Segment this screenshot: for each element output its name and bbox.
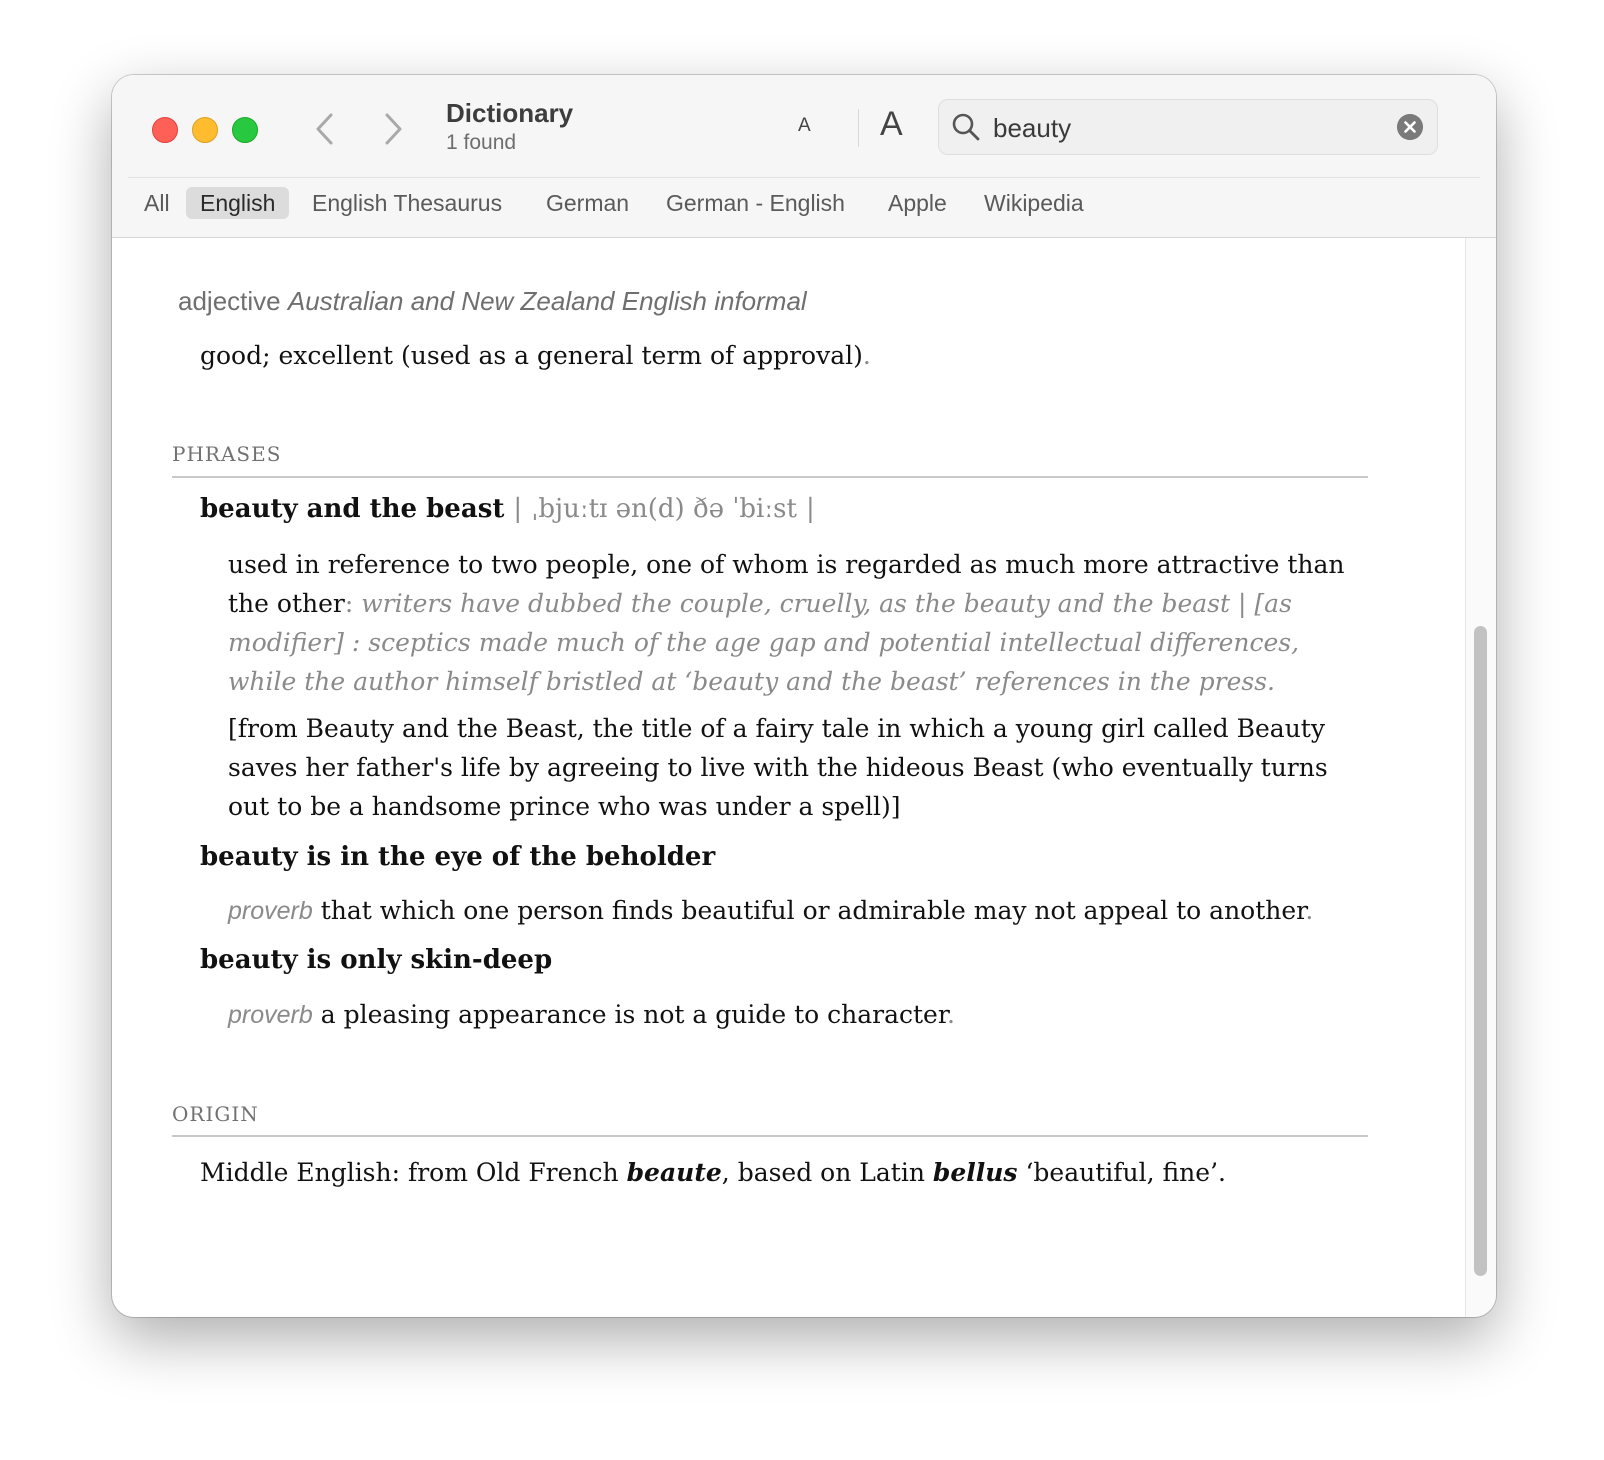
origin-part: , based on Latin <box>721 1158 933 1187</box>
forward-chevron-icon[interactable] <box>378 111 408 147</box>
tab-wikipedia[interactable]: Wikipedia <box>984 190 1084 216</box>
title-block <box>446 97 573 157</box>
register-label: Australian and New Zealand English informal <box>287 286 807 316</box>
search-input[interactable] <box>991 108 1375 148</box>
phrase-text: beauty and the beast <box>200 494 505 524</box>
tab-english[interactable]: English <box>186 187 289 219</box>
tab-german-english[interactable]: German - English <box>666 190 845 216</box>
part-of-speech-line <box>178 286 807 317</box>
pronunciation: ˌbjuːtɪ ən(d) ðə ˈbiːst <box>531 494 797 524</box>
phrases-heading: PHRASES <box>172 442 282 466</box>
example-separator: | <box>1238 589 1247 618</box>
toolbar <box>112 75 1496 238</box>
vertical-scrollbar[interactable] <box>1465 238 1496 1317</box>
definition-period: . <box>1305 896 1314 925</box>
increase-font-button[interactable]: A <box>880 105 903 143</box>
window-title: Dictionary <box>446 98 574 128</box>
tab-english-thesaurus[interactable]: English Thesaurus <box>312 190 503 216</box>
tab-all[interactable]: All <box>144 190 170 216</box>
origin-part: Middle English: from Old French <box>200 1158 627 1187</box>
phrase-headword: beauty is only skin-deep <box>200 945 553 975</box>
scrollbar-thumb[interactable] <box>1474 626 1487 1276</box>
phrase-definition <box>228 545 1356 701</box>
maximize-window-button[interactable] <box>232 117 258 143</box>
phrases-rule <box>172 476 1368 478</box>
sense-definition <box>200 336 1330 375</box>
phrase-origin-note: [from Beauty and the Beast, the title of a fairy tale in which a young girl called Beauty saves her father's life by agreeing to live with the hideous Beast (who eventually turns out to be a handsome prince who was under a spell)] <box>228 714 1328 821</box>
search-icon <box>951 112 981 142</box>
phrase-definition <box>228 995 1358 1035</box>
minimize-window-button[interactable] <box>192 117 218 143</box>
part-of-speech: adjective <box>178 286 281 316</box>
pronunciation-separator: | <box>513 494 523 524</box>
origin-text <box>200 1153 1330 1192</box>
origin-heading: ORIGIN <box>172 1102 259 1126</box>
example-sentence: [as modifier] : sceptics made much of the age gap and potential intellectual differences, while the author himself bristled at ‘beauty and the beast’ references in the press. <box>228 589 1300 696</box>
pronunciation-separator: | <box>806 494 815 524</box>
definition-period: . <box>947 1000 955 1029</box>
origin-word: beaute <box>626 1158 722 1187</box>
phrase-headword: beauty is in the eye of the beholder <box>200 842 716 872</box>
definition-text: used in reference to two people, one of whom is regarded as much more attractive than the other <box>228 550 1345 618</box>
definition-text: good; excellent (used as a general term of approval) <box>200 341 863 370</box>
origin-rule <box>172 1135 1368 1137</box>
results-count: 1 found <box>446 131 517 154</box>
definition-text: a pleasing appearance is not a guide to character <box>320 1000 948 1029</box>
definition-text: that which one person finds beautiful or admirable may not appeal to another <box>320 896 1306 925</box>
dictionary-window <box>112 75 1496 1317</box>
tab-apple[interactable]: Apple <box>888 190 947 216</box>
clear-search-icon[interactable] <box>1397 114 1423 140</box>
tab-german[interactable]: German <box>546 190 630 216</box>
back-chevron-icon[interactable] <box>310 111 340 147</box>
decrease-font-button[interactable]: A <box>798 115 811 136</box>
font-size-divider <box>858 109 859 147</box>
example-sentence: writers have dubbed the couple, cruelly, as the beauty and the beast <box>361 589 1231 618</box>
phrase-headword <box>200 494 815 524</box>
origin-part: ‘beautiful, fine’. <box>1017 1158 1226 1187</box>
close-window-button[interactable] <box>152 117 178 143</box>
phrase-definition <box>228 891 1388 931</box>
definition-period: . <box>862 341 871 370</box>
usage-label: proverb <box>228 1001 313 1029</box>
origin-word: bellus <box>932 1158 1018 1187</box>
toolbar-divider <box>128 177 1480 178</box>
usage-label: proverb <box>228 897 313 925</box>
entry-content <box>112 238 1432 1317</box>
search-field[interactable] <box>938 99 1438 155</box>
definition-colon: : <box>344 589 354 618</box>
